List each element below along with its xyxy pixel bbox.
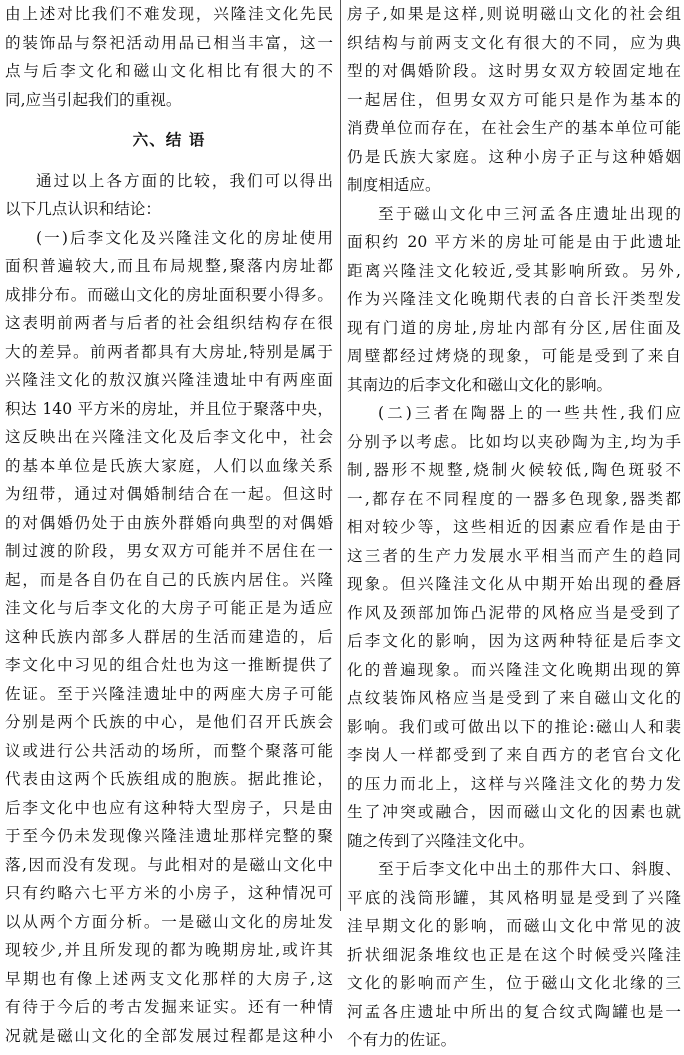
text-line: 一起居住，但男女双方可能只是作为基本的 — [347, 90, 681, 109]
text-line: 作为兴隆洼文化晚期代表的白音长汗类型发 — [347, 290, 681, 308]
text-line: 于至今仍未发现像兴隆洼遗址那样完整的聚 — [5, 827, 333, 845]
paragraph-sanhe — [347, 200, 681, 400]
text-line: 点与后李文化和磁山文化相比有很大的不 — [5, 62, 333, 80]
text-line: 至于磁山文化中三河孟各庄遗址出现的 — [378, 204, 681, 223]
text-line: 平底的浅筒形罐，其风格明显是受到了兴隆 — [347, 888, 681, 907]
text-line: 仍是氏族大家庭。这种小房子正与这种婚姻 — [347, 147, 681, 166]
spacer — [5, 114, 333, 126]
text-line: 制过渡的阶段，男女双方可能并不居住在一 — [5, 542, 333, 560]
left-column — [5, 0, 333, 1050]
text-line: 折状细泥条堆纹也正是在这个时候受兴隆洼 — [347, 945, 681, 964]
text-line: 的基本单位是氏族大家庭，人们以血缘关系 — [5, 456, 333, 475]
text-line: 的压力而北上，这样与兴隆洼文化的势力发 — [347, 774, 681, 793]
text-line: 个有力的佐证。 — [347, 1031, 457, 1049]
text-line: 消费单位而存在，在社会生产的基本单位可能 — [347, 119, 681, 137]
text-line: 佐证。至于兴隆洼遗址中的两座大房子可能 — [5, 684, 333, 703]
spacer — [5, 155, 333, 167]
text-line: 的对偶婚仍处于由族外群婚向典型的对偶婚 — [5, 513, 333, 532]
text-line: 李岗人一样都受到了来自西方的老官台文化 — [347, 746, 681, 764]
text-line: 这表明前两者与后者的社会组织结构存在很 — [5, 314, 333, 332]
text-line: 后李文化的影响，因为这两种特征是后李文 — [347, 632, 681, 650]
text-line: 织结构与前两支文化有很大的不同，应为典 — [347, 33, 681, 52]
text-line: 制,器形不规整,烧制火候较低,陶色斑驳不 — [347, 461, 681, 479]
text-line: 一,都存在不同程度的一器多色现象,器类都 — [347, 489, 681, 508]
text-line: 现象。但兴隆洼文化从中期开始出现的叠唇 — [347, 575, 681, 593]
text-line: 兴隆洼文化的敖汉旗兴隆洼遗址中有两座面 — [5, 371, 333, 389]
text-line: 后李文化中也应有这种特大型房子，只是由 — [5, 798, 333, 817]
text-line: 点纹装饰风格应当是受到了来自磁山文化的 — [347, 689, 681, 707]
text-line: (二)三者在陶器上的一些共性,我们应 — [378, 404, 681, 422]
text-line: 这种氏族内部多人群居的生活而建造的，后 — [5, 627, 333, 646]
text-line: 起，而是各自仍在自己的氏族内居住。兴隆 — [5, 570, 333, 589]
text-line: 型的对偶婚阶段。这时男女双方较固定地在 — [347, 62, 681, 80]
paragraph-point-2 — [347, 399, 681, 855]
right-column — [347, 0, 681, 1055]
text-line: 早期也有像上述两支文化那样的大房子,这 — [5, 969, 333, 988]
text-line: 至于后李文化中出土的那件大口、斜腹、 — [378, 860, 681, 878]
text-line: 现有门道的房址,房址内部有分区,居住面及 — [347, 318, 681, 337]
text-line: 其南边的后李文化和磁山文化的影响。 — [347, 375, 613, 394]
text-line: 分别予以考虑。比如均以夹砂陶为主,均为手 — [347, 432, 681, 451]
text-line: 只有约略六七平方米的小房子，这种情况可 — [5, 884, 333, 902]
text-line: 同,应当引起我们的重视。 — [5, 90, 182, 109]
text-line: 李文化中习见的组合灶也为这一推断提供了 — [5, 656, 333, 674]
text-line: 距离兴隆洼文化较近,受其影响所致。另外, — [347, 261, 681, 280]
text-line: 以从两个方面分析。一是磁山文化的房址发 — [5, 912, 333, 931]
text-line: 现较少,并且所发现的都为晚期房址,或许其 — [5, 941, 333, 959]
paragraph-intro — [5, 0, 333, 114]
text-line: 影响。我们或可做出以下的推论:磁山人和裴 — [347, 717, 681, 736]
paragraph-summary — [5, 167, 333, 224]
column-divider — [340, 0, 341, 911]
text-line: 周壁都经过烤烧的现象，可能是受到了来自 — [347, 347, 681, 365]
text-line: 这三者的生产力发展水平相当而产生的趋同 — [347, 546, 681, 565]
paragraph-houli — [347, 855, 681, 1055]
text-line: 房子,如果是这样,则说明磁山文化的社会组 — [347, 5, 681, 23]
text-line: 成排分布。而磁山文化的房址面积要小得多。 — [5, 285, 333, 304]
text-line: 作风及颈部加饰凸泥带的风格应当是受到了 — [347, 603, 681, 622]
text-line: 河孟各庄遗址中所出的复合纹式陶罐也是一 — [347, 1002, 681, 1021]
text-line: 面积普遍较大,而且布局规整,聚落内房址都 — [5, 257, 333, 275]
text-line: 为纽带，通过对偶婚制结合在一起。但这时 — [5, 485, 333, 503]
text-line: 代表由这两个氏族组成的胞族。据此推论， — [5, 770, 333, 788]
text-line: 文化的影响而产生，位于磁山文化北缘的三 — [347, 974, 681, 992]
text-line: 洼早期文化的影响，而磁山文化中常见的波 — [347, 917, 681, 935]
text-line: 面积约 20 平方米的房址可能是由于此遗址 — [347, 233, 681, 251]
text-line: 的装饰品与祭祀活动用品已相当丰富，这一 — [5, 33, 333, 52]
text-line: 积达 140 平方米的房址，并且位于聚落中央， — [5, 399, 333, 418]
text-line: 况就是磁山文化的全部发展过程都是这种小 — [5, 1026, 333, 1045]
text-line: 有待于今后的考古发掘来证实。还有一种情 — [5, 998, 333, 1016]
text-line: 化的普遍现象。而兴隆洼文化晚期出现的箅 — [347, 660, 681, 679]
text-line: 随之传到了兴隆洼文化中。 — [347, 831, 535, 850]
text-line: 相对较少等，这些相近的因素应看作是由于 — [347, 518, 681, 536]
text-line: 分别是两个氏族的中心，是他们召开氏族会 — [5, 713, 333, 731]
paragraph-point-1 — [5, 224, 333, 1051]
paragraph-continuation — [347, 0, 681, 200]
section-heading: 六、结 语 — [132, 130, 206, 149]
text-line: 洼文化与后李文化的大房子可能正是为适应 — [5, 599, 333, 617]
text-line: (一)后李文化及兴隆洼文化的房址使用 — [36, 228, 333, 247]
text-line: 由上述对比我们不难发现，兴隆洼文化先民 — [5, 5, 333, 23]
text-line: 通过以上各方面的比较，我们可以得出 — [36, 171, 333, 190]
text-line: 这反映出在兴隆洼文化及后李文化中，社会 — [5, 428, 333, 446]
text-line: 落,因而没有发现。与此相对的是磁山文化中 — [5, 855, 333, 874]
text-line: 大的差异。前两者都具有大房址,特别是属于 — [5, 342, 333, 361]
text-line: 生了冲突或融合，因而磁山文化的因素也就 — [347, 803, 681, 821]
text-line: 议或进行公共活动的场所，而整个聚落可能 — [5, 741, 333, 760]
text-line: 制度相适应。 — [347, 176, 441, 194]
text-line: 以下几点认识和结论： — [5, 200, 161, 218]
